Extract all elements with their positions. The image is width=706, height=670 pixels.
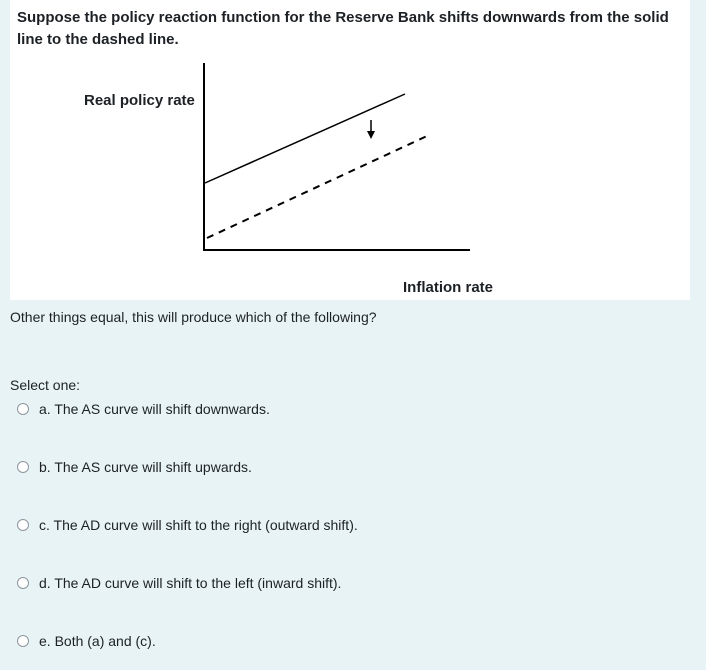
option-d-label: d. The AD curve will shift to the left (inward shift). <box>39 575 342 591</box>
solid-policy-line <box>205 94 405 183</box>
option-c[interactable] <box>17 515 358 535</box>
option-a[interactable] <box>17 399 270 419</box>
radio-option-c[interactable] <box>17 519 29 531</box>
question-text: Suppose the policy reaction function for the Reserve Bank shifts downwards from the solid line to the dashed line. <box>17 9 669 48</box>
option-b-label: b. The AS curve will shift upwards. <box>39 459 252 475</box>
question-panel <box>10 0 690 300</box>
question-prompt: Other things equal, this will produce which of the following? <box>10 309 377 325</box>
policy-reaction-figure <box>10 0 690 300</box>
radio-option-d[interactable] <box>17 577 29 589</box>
dashed-policy-line <box>207 136 427 238</box>
option-e-label: e. Both (a) and (c). <box>39 633 156 649</box>
option-a-label: a. The AS curve will shift downwards. <box>39 401 270 417</box>
option-b[interactable] <box>17 457 252 477</box>
radio-option-a[interactable] <box>17 403 29 415</box>
select-one-label: Select one: <box>10 377 81 393</box>
radio-option-b[interactable] <box>17 461 29 473</box>
radio-option-e[interactable] <box>17 635 29 647</box>
policy-reaction-diagram <box>10 0 690 300</box>
x-axis-label: Inflation rate <box>403 279 494 296</box>
option-c-label: c. The AD curve will shift to the right (outward shift). <box>39 517 358 533</box>
y-axis-label: Real policy rate <box>84 92 195 109</box>
option-e[interactable] <box>17 631 156 651</box>
option-d[interactable] <box>17 573 341 593</box>
shift-arrow-head <box>367 131 375 139</box>
